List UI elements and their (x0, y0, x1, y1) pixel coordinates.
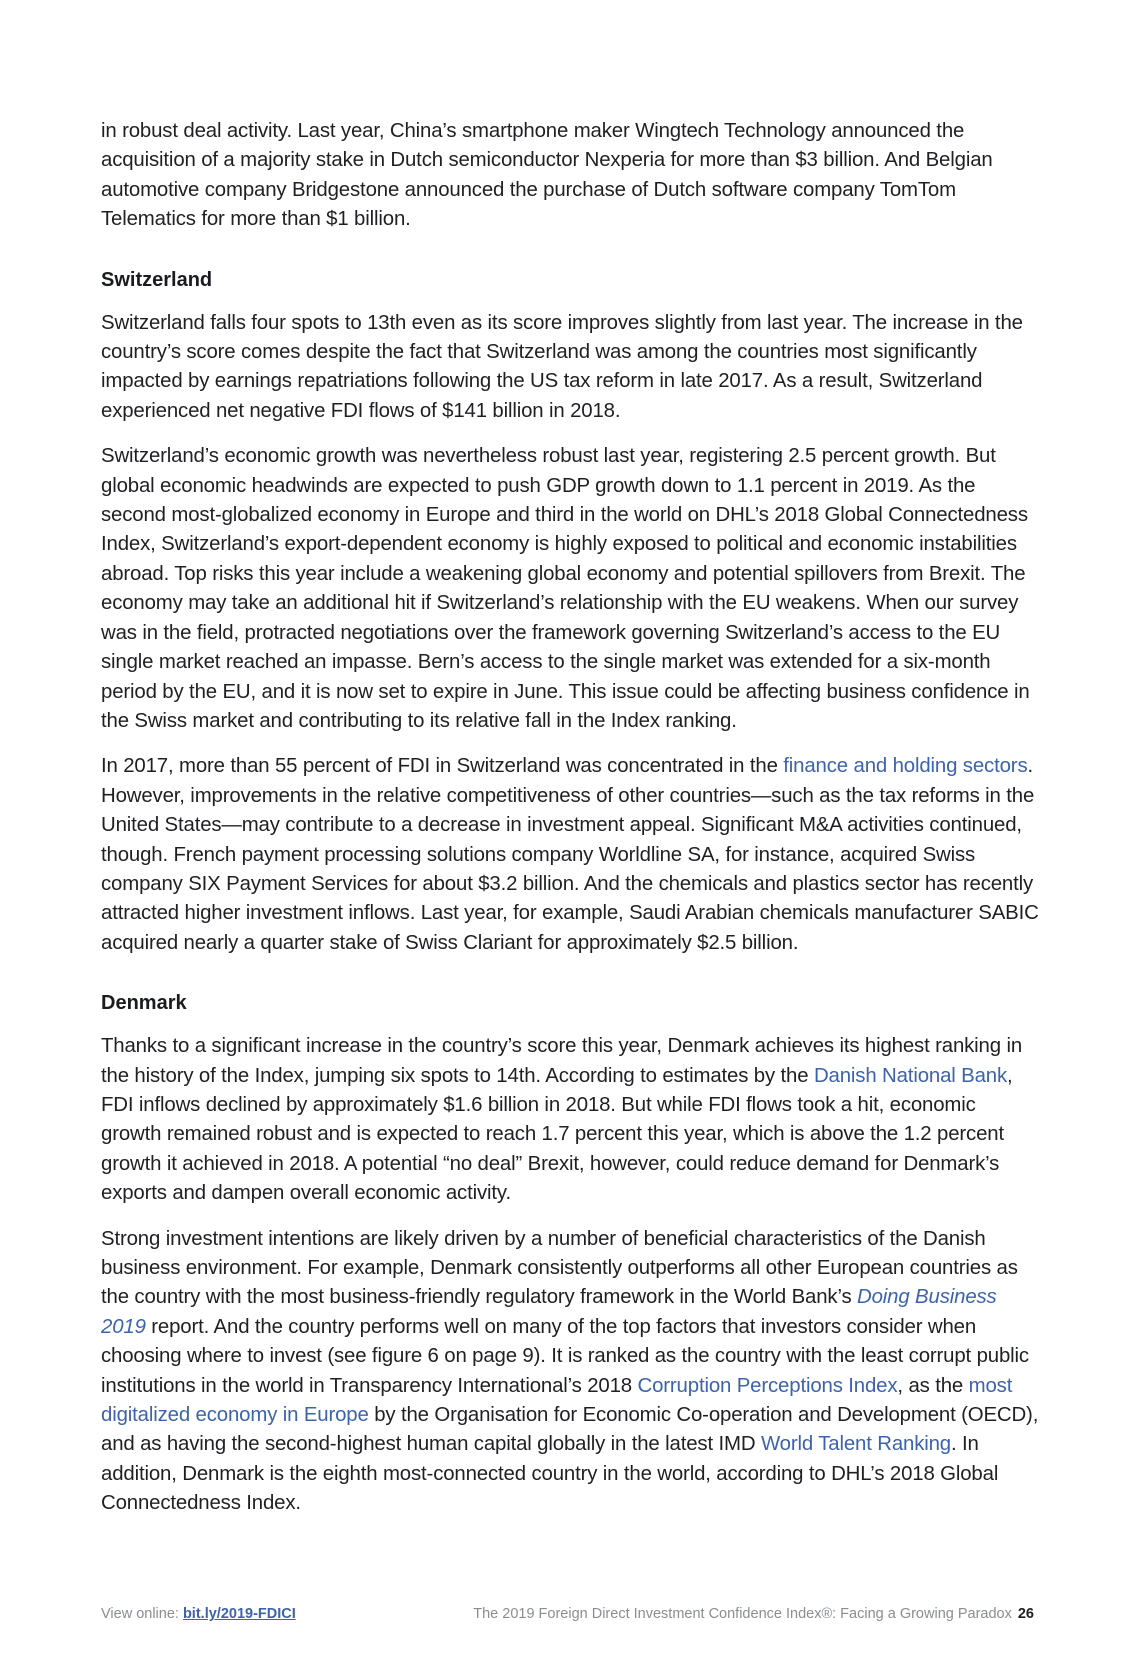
denmark-p2-text-e: . In addition, Denmark is the eighth most-connected country in the world, according to DHL’s 2018 Global Connectedness Index. (101, 1433, 999, 1515)
denmark-p2-text-d: by the Organisation for Economic Co-operation and Development (OECD), and as having the second-highest human capital globally in the latest IMD (101, 1404, 1039, 1456)
corruption-perceptions-index-link[interactable]: Corruption Perceptions Index (637, 1374, 898, 1397)
switzerland-paragraph-1: Switzerland falls four spots to 13th even as its score improves slightly from last year. The increase in the country’s score comes despite the fact that Switzerland was among the countries most significantly impacted by earnings repatriations following the US tax reform in late 2017. As a result, Switzerland experienced net negative FDI flows of $141 billion in 2018. (101, 311, 1023, 422)
page-body (101, 117, 1041, 1535)
view-online-link[interactable]: bit.ly/2019-FDICI (182, 1606, 296, 1622)
switzerland-paragraph-3 (101, 752, 1041, 958)
denmark-p2-text-c: , as the (897, 1374, 969, 1397)
intro-paragraph: in robust deal activity. Last year, China’s smartphone maker Wingtech Technology announced the acquisition of a majority stake in Dutch semiconductor Nexperia for more than $3 billion. And Belgian automotive company Bridgestone announced the purchase of Dutch software company TomTom Telematics for more than $1 billion. (101, 120, 993, 231)
page-number: 26 (1017, 1606, 1034, 1622)
denmark-p1-text-a: Thanks to a significant increase in the country’s score this year, Denmark achieves its highest ranking in the history of the Index, jumping six spots to 14th. According to estimates by the (101, 1035, 1023, 1087)
world-talent-ranking-link[interactable]: World Talent Ranking (760, 1433, 952, 1456)
denmark-heading: Denmark (101, 992, 187, 1015)
doing-business-2019-link[interactable]: Doing Business 2019 (101, 1286, 997, 1338)
switzerland-p3-text-a: In 2017, more than 55 percent of FDI in Switzerland was concentrated in the (101, 755, 784, 778)
denmark-paragraph-1 (101, 1032, 1041, 1208)
most-digitalized-economy-link[interactable]: most digitalized economy in Europe (101, 1374, 1013, 1427)
footer-title-group (473, 1606, 1034, 1622)
switzerland-heading: Switzerland (101, 268, 213, 291)
finance-holding-sectors-link[interactable]: finance and holding sectors (783, 755, 1028, 778)
view-online-label: View online: (101, 1606, 183, 1622)
view-online (101, 1606, 296, 1622)
denmark-p2-text-a: Strong investment intentions are likely driven by a number of beneficial characteristics of the Danish business environment. For example, Denmark consistently outperforms all other European countries as the country with the most business-friendly regulatory framework in the World Bank’s (101, 1227, 1018, 1309)
denmark-paragraph-2 (101, 1225, 1041, 1519)
switzerland-paragraph-2: Switzerland’s economic growth was nevertheless robust last year, registering 2.5 percent growth. But global economic headwinds are expected to push GDP growth down to 1.1 percent in 2019. As the second most-globalized economy in Europe and third in the world on DHL’s 2018 Global Connectedness Index, Switzerland’s export-dependent economy is highly exposed to political and economic instabilities abroad. Top risks this year include a weakening global economy and potential spillovers from Brexit. The economy may take an additional hit if Switzerland’s relationship with the EU weakens. When our survey was in the field, protracted negotiations over the framework governing Switzerland’s access to the EU single market reached an impasse. Bern’s access to the single market was extended for a six-month period by the EU, and it is now set to expire in June. This issue could be affecting business confidence in the Swiss market and contributing to its relative fall in the Index ranking. (101, 445, 1030, 732)
page-footer (101, 1606, 1034, 1622)
report-title: The 2019 Foreign Direct Investment Confidence Index®: Facing a Growing Paradox (473, 1606, 1012, 1622)
denmark-p1-text-b: , FDI inflows declined by approximately $1.6 billion in 2018. But while FDI flows took a hit, economic growth remained robust and is expected to reach 1.7 percent this year, which is above the 1.2 percent growth it achieved in 2018. A potential “no deal” Brexit, however, could reduce demand for Denmark’s exports and dampen overall economic activity. (101, 1064, 1013, 1205)
danish-national-bank-link[interactable]: Danish National Bank (813, 1064, 1008, 1087)
denmark-p2-text-b: report. And the country performs well on many of the top factors that investors consider when choosing where to invest (see figure 6 on page 9). It is ranked as the country with the least corrupt public institutions in the world in Transparency International’s 2018 (101, 1315, 1029, 1397)
switzerland-p3-text-b: . However, improvements in the relative competitiveness of other countries—such as the tax reforms in the United States—may contribute to a decrease in investment appeal. Significant M&A activities continued, though. French payment processing solutions company Worldline SA, for instance, acquired Swiss company SIX Payment Services for about $3.2 billion. And the chemicals and plastics sector has recently attracted higher investment inflows. Last year, for example, Saudi Arabian chemicals manufacturer SABIC acquired nearly a quarter stake of Swiss Clariant for approximately $2.5 billion. (101, 755, 1039, 954)
